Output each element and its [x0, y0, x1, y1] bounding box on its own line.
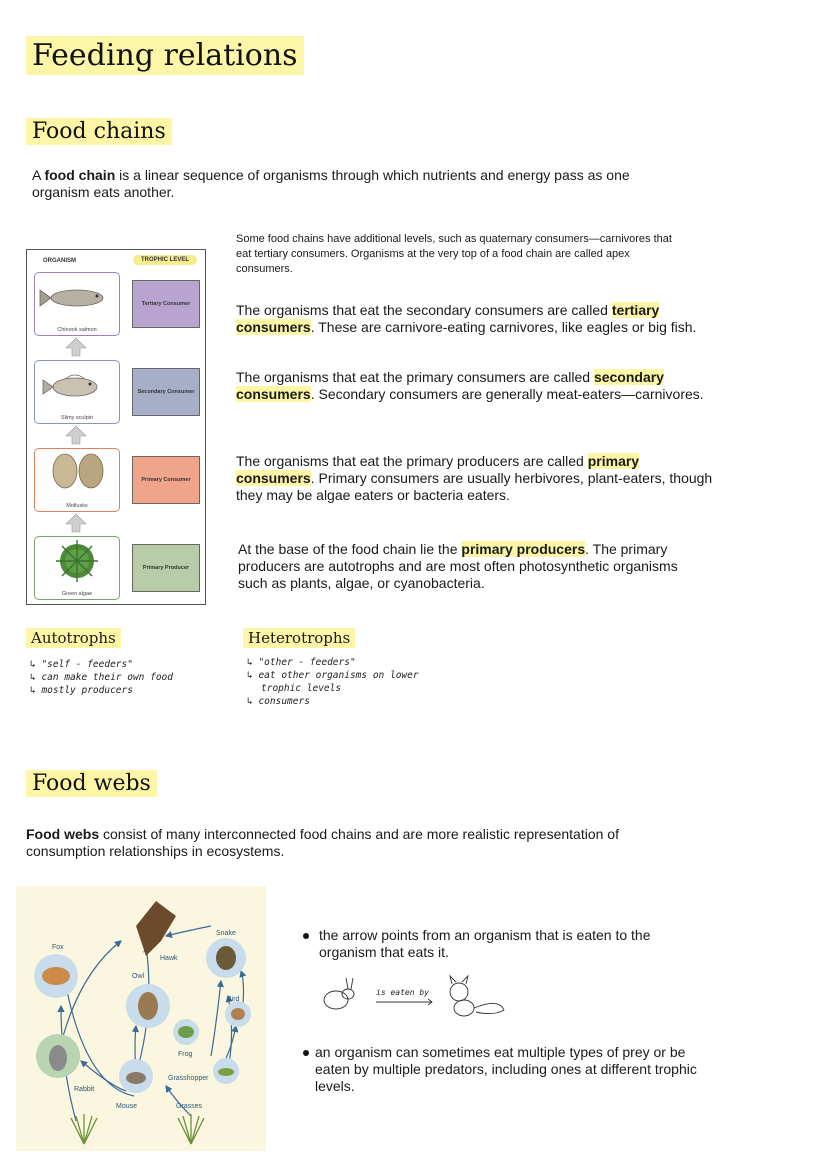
primary-producers-term: primary producers — [461, 541, 586, 557]
note-line: ↳ mostly producers — [30, 685, 133, 696]
food-webs-heading: Food webs — [26, 770, 157, 797]
level-primary-producer: Primary Producer — [132, 544, 200, 592]
arrow-up-icon — [65, 513, 87, 533]
web-label-grasses: Grasses — [176, 1103, 203, 1110]
organism-algae — [34, 536, 120, 600]
web-label-frog: Frog — [178, 1051, 193, 1058]
food-webs-definition: Food webs consist of many interconnected food chains and are more realistic representation of consumption relationships in ecosystems. — [26, 826, 619, 859]
eaten-by-label: is eaten by — [376, 988, 429, 997]
note-line: ↳ eat other organisms on lower — [247, 670, 419, 681]
heterotrophs-notes — [247, 656, 419, 708]
bullet-dot-icon — [303, 933, 309, 939]
food-chain-definition: A food chain is a linear sequence of organisms through which nutrients and energy pass as one organism eats another. — [32, 167, 630, 200]
arrow-up-icon — [65, 425, 87, 445]
mollusks-icon — [35, 449, 119, 499]
heterotrophs-heading: Heterotrophs — [243, 628, 355, 648]
food-chain-diagram — [26, 249, 206, 605]
food-web-diagram — [16, 886, 266, 1151]
organism-label: Slimy sculpin — [60, 415, 94, 421]
secondary-term: secondary consumers — [236, 369, 664, 402]
organism-column-header: ORGANISM — [43, 258, 76, 264]
quaternary-note: Some food chains have additional levels, such as quaternary consumers—carnivores that eat tertiary consumers. Organisms at the very top of a food chain are called apex consumers. — [236, 233, 672, 275]
sculpin-icon — [35, 361, 119, 411]
page-title: Feeding relations — [26, 36, 304, 75]
web-label-owl: Owl — [132, 973, 145, 980]
tertiary-description: The organisms that eat the secondary consumers are called tertiary consumers. These are carnivore-eating carnivores, like eagles or big fish. — [236, 302, 697, 335]
bullet-dot-icon — [303, 1050, 309, 1056]
autotrophs-notes — [30, 658, 173, 697]
web-label-rabbit: Rabbit — [74, 1086, 95, 1093]
level-primary-consumer: Primary Consumer — [132, 456, 200, 504]
producer-description: At the base of the food chain lie the primary producers. The primary producers are autotrophs and are most often photosynthetic organisms such as plants, algae, or cyanobacteria. — [238, 541, 678, 591]
primary-consumers-term: primary consumers — [236, 453, 640, 486]
secondary-description: The organisms that eat the primary consumers are called secondary consumers. Secondary consumers are generally meat-eaters—carnivores. — [236, 369, 704, 402]
organism-mollusks — [34, 448, 120, 512]
note-line: ↳ can make their own food — [30, 672, 173, 683]
web-label-hawk: Hawk — [160, 955, 178, 962]
organism-label: Mollusks — [66, 503, 88, 509]
trophic-level-column-header: TROPHIC LEVEL — [133, 255, 197, 265]
bullet-text: the arrow points from an organism that is eaten to the organism that eats it. — [319, 927, 651, 960]
bullet-arrow-direction — [303, 927, 683, 961]
web-label-mouse: Mouse — [116, 1103, 138, 1110]
autotrophs-heading: Autotrophs — [26, 628, 121, 648]
organism-label: Green algae — [61, 591, 93, 597]
algae-icon — [35, 537, 119, 587]
food-chains-heading: Food chains — [26, 118, 172, 145]
bullet-multiple-prey — [303, 1044, 703, 1095]
salmon-icon — [35, 273, 119, 323]
note-line: trophic levels — [261, 683, 342, 694]
food-webs-term: Food webs — [26, 826, 100, 842]
tertiary-term: tertiary consumers — [236, 302, 660, 335]
arrow-up-icon — [65, 337, 87, 357]
primary-consumer-description: The organisms that eat the primary producers are called primary consumers. Primary consumers are usually herbivores, plant-eaters, though they may be algae eaters or bacteria eaters. — [236, 453, 713, 503]
food-chain-term: food chain — [44, 167, 116, 183]
organism-salmon — [34, 272, 120, 336]
note-line: ↳ "other - feeders" — [247, 657, 356, 668]
organism-label: Chinook salmon — [57, 327, 97, 333]
bullet-text: an organism can sometimes eat multiple types of prey or be eaten by multiple predators, including ones at different trophic levels. — [315, 1044, 697, 1094]
level-tertiary: Tertiary Consumer — [132, 280, 200, 328]
web-label-snake: Snake — [216, 930, 236, 937]
organism-sculpin — [34, 360, 120, 424]
web-label-bird: Bird — [227, 996, 240, 1003]
web-label-fox: Fox — [52, 944, 64, 951]
level-secondary: Secondary Consumer — [132, 368, 200, 416]
web-label-grasshopper: Grasshopper — [168, 1075, 209, 1082]
note-line: ↳ "self - feeders" — [30, 659, 133, 670]
note-line: ↳ consumers — [247, 696, 310, 707]
